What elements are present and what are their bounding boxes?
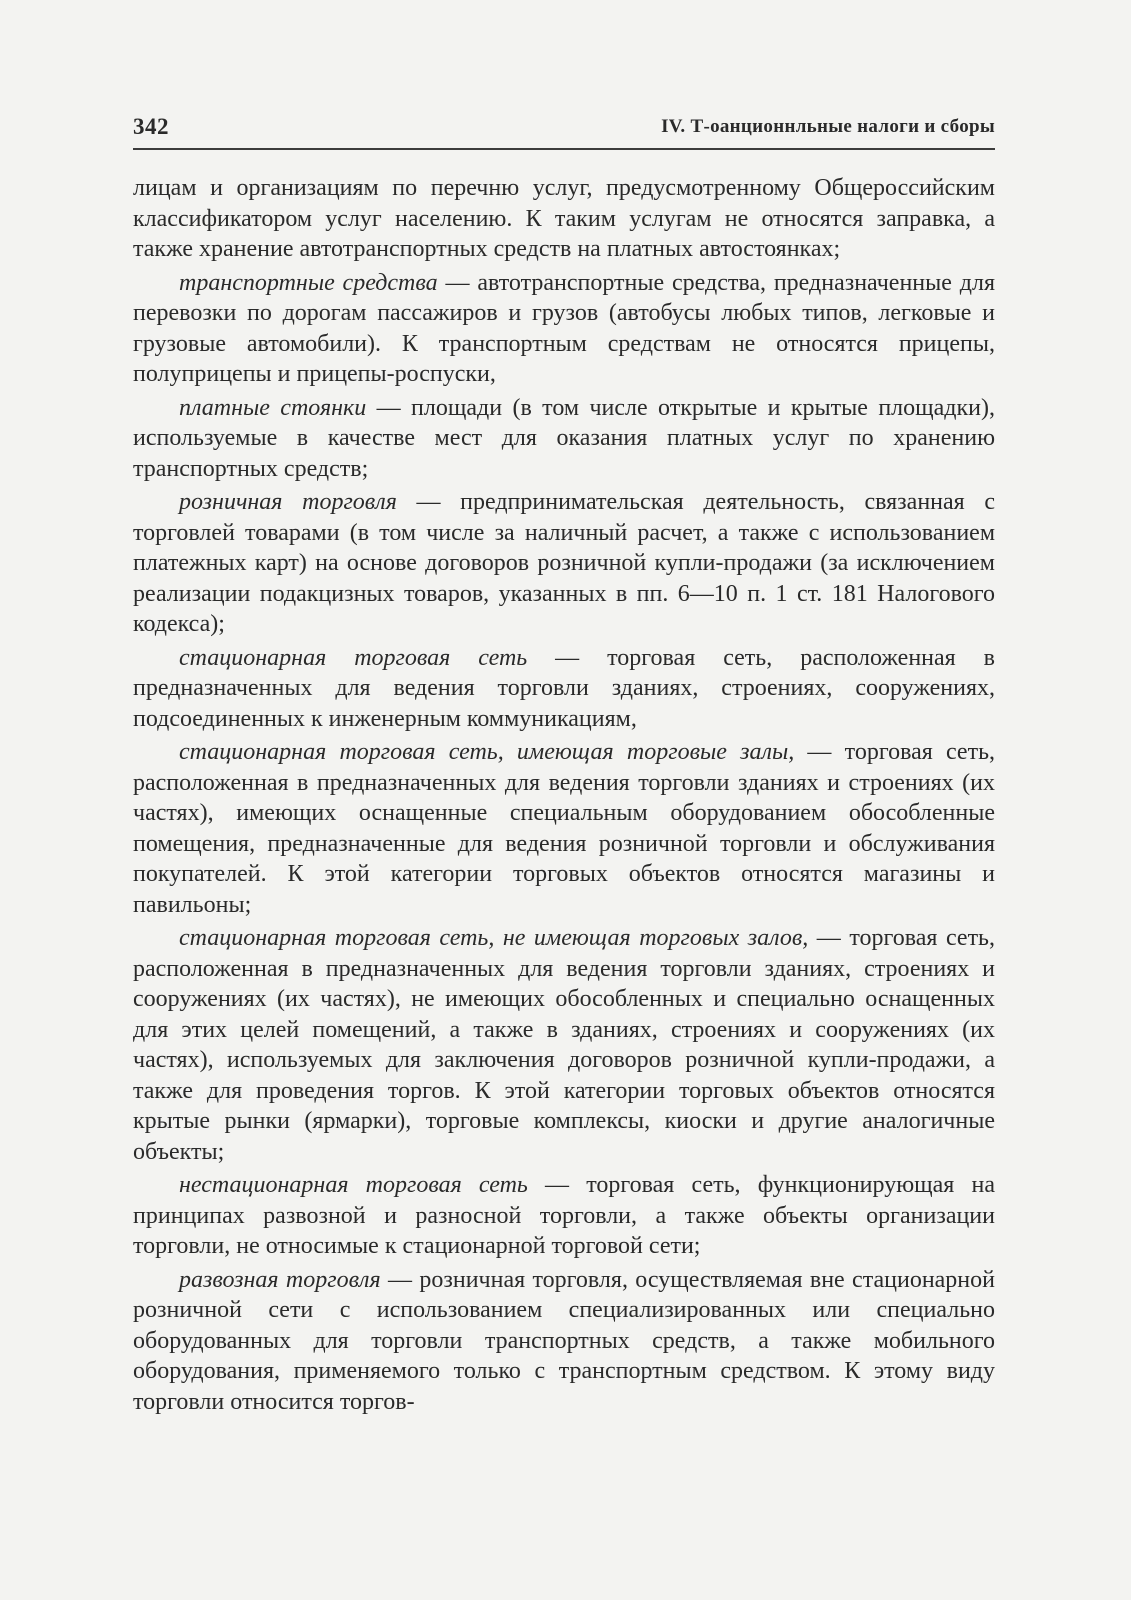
body-text [133, 173, 995, 1420]
definition-text: — розничная торговля, осуществляемая вне стационарной розничной сети с использованием специализированных или специально оборудованных для торговли транспортных средств, а также мобильного оборудования, применяемого только с транспортным средством. К этому виду торговли относится торгов- [133, 1266, 995, 1415]
definition-term: развозная торговля [179, 1266, 381, 1293]
definition-text: — автотранспортные средства, предназначенные для перевозки по дорогам пассажиров и грузов (автобусы любых типов, легковые и грузовые автомобили). К транспортным средствам не относятся прицепы, полуприцепы и прицепы-роспуски, [133, 269, 995, 387]
definition-term: стационарная торговая сеть [179, 644, 528, 671]
definition-term: платные стоянки [179, 394, 367, 421]
definition-term: нестационарная торговая сеть [179, 1172, 528, 1198]
definition-stationary-without-halls [133, 923, 995, 1167]
definition-text: — площади (в том числе открытые и крытые площадки), используемые в качестве мест для оказания платных услуг по хранению транспортных средств; [133, 394, 996, 482]
definition-term: транспортные средства [179, 269, 438, 296]
definition-retail-trade [133, 487, 995, 640]
definition-text: — торговая сеть, расположенная в предназначенных для ведения торговли зданиях и строениях (их частях), имеющих оснащенные специальным оборудованием обособленные помещения, предназначенные для ведения розничной торговли и обслуживания покупателей. К этой категории торговых объектов относятся магазины и павильоны; [133, 739, 996, 918]
definition-non-stationary-network [133, 1170, 995, 1262]
page-number: 342 [133, 114, 169, 139]
definition-text: — торговая сеть, функционирующая на принципах развозной и разносной торговли, а также объекты организации торговли, не относимые к стационарной торговой сети; [133, 1172, 995, 1259]
definition-term: стационарная торговая сеть, не имеющая торговых залов, [179, 925, 809, 951]
running-head: IV. Т-оанционнльные налоги и сборы [661, 116, 995, 137]
page-header [133, 112, 995, 150]
definition-delivery-trade [133, 1265, 995, 1418]
paragraph-continuation [133, 173, 995, 265]
paragraph-text: лицам и организациям по перечню услуг, предусмотренному Общероссийским классификатором услуг населению. К таким услугам не относятся заправка, а также хранение автотранспортных средств на платных автостоянках; [133, 175, 995, 262]
definition-text: — торговая сеть, расположенная в предназначенных для ведения торговли зданиях, строениях, сооружениях, подсоединенных к инженерным коммуникациям, [133, 644, 995, 732]
definition-transport-vehicles [133, 268, 995, 390]
definition-text: — торговая сеть, расположенная в предназначенных для ведения торговли зданиях, строениях и сооружениях (их частях), не имеющих обособленных и специально оснащенных для этих целей помещений, а также в зданиях, строениях и сооружениях (их частях), используемых для заключения договоров розничной купли-продажи, а также для проведения торгов. К этой категории торговых объектов относятся крытые рынки (ярмарки), торговые комплексы, киоски и другие аналогичные объекты; [133, 925, 996, 1165]
definition-stationary-network [133, 643, 995, 735]
definition-term: стационарная торговая сеть, имеющая торговые залы, [179, 739, 795, 765]
definition-text: — предпринимательская деятельность, связанная с торговлей товарами (в том числе за наличный расчет, а также с использованием платежных карт) на основе договоров розничной купли-продажи (за исключением реализации подакцизных товаров, указанных в пп. 6—10 п. 1 ст. 181 Налогового кодекса); [133, 489, 996, 637]
definition-paid-parking [133, 393, 995, 485]
definition-stationary-with-halls [133, 737, 995, 920]
definition-term: розничная торговля [179, 489, 397, 515]
